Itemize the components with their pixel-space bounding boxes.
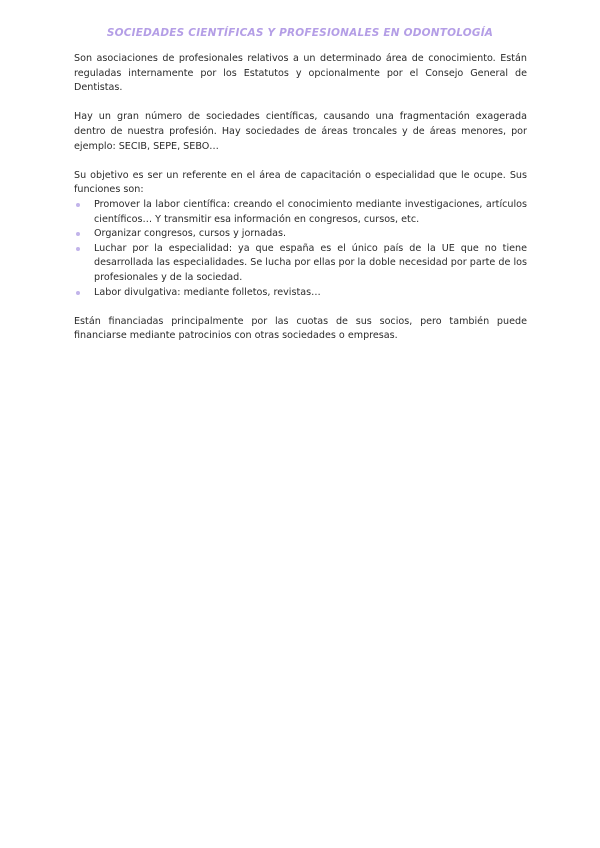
document-body <box>74 52 527 344</box>
paragraph-financing: Están financiadas principalmente por las cuotas de sus socios, pero también puede financiarse mediante patrocinios con otras sociedades o empresas. <box>74 315 527 342</box>
bullet-icon <box>76 247 80 251</box>
paragraph-objective: Su objetivo es ser un referente en el área de capacitación o especialidad que le ocupe. Sus funciones son: <box>74 169 527 196</box>
page-title: SOCIEDADES CIENTÍFICAS Y PROFESIONALES EN ODONTOLOGÍA <box>106 27 494 39</box>
list-item <box>74 227 527 242</box>
bullet-icon <box>76 203 80 207</box>
list-item <box>74 286 527 301</box>
paragraph-gap <box>74 96 527 111</box>
bullet-icon <box>76 291 80 295</box>
paragraph-fragmentation: Hay un gran número de sociedades científicas, causando una fragmentación exagerada dentro de nuestra profesión. Hay sociedades de áreas troncales y de áreas menores, por ejemplo: SECIB, SEPE, SEBO… <box>74 111 527 152</box>
paragraph-gap <box>74 154 527 169</box>
paragraph-gap <box>74 300 527 315</box>
functions-list <box>74 198 527 300</box>
bullet-icon <box>76 232 80 236</box>
list-item-text: Promover la labor científica: creando el conocimiento mediante investigaciones, artículos científicos… Y transmitir esa información en congresos, cursos, etc. <box>94 198 527 225</box>
paragraph-definition: Son asociaciones de profesionales relativos a un determinado área de conocimiento. Están reguladas internamente por los Estatutos y opcionalmente por el Consejo General de Dentistas. <box>74 53 527 94</box>
list-item-text: Organizar congresos, cursos y jornadas. <box>94 228 287 240</box>
list-item <box>74 242 527 286</box>
list-item-text: Luchar por la especialidad: ya que españa es el único país de la UE que no tiene desarrollada las especialidades. Se lucha por ellas por la doble necesidad por parte de los profesionales y de la sociedad. <box>94 242 527 283</box>
list-item <box>74 198 527 227</box>
list-item-text: Labor divulgativa: mediante folletos, revistas… <box>94 286 321 298</box>
